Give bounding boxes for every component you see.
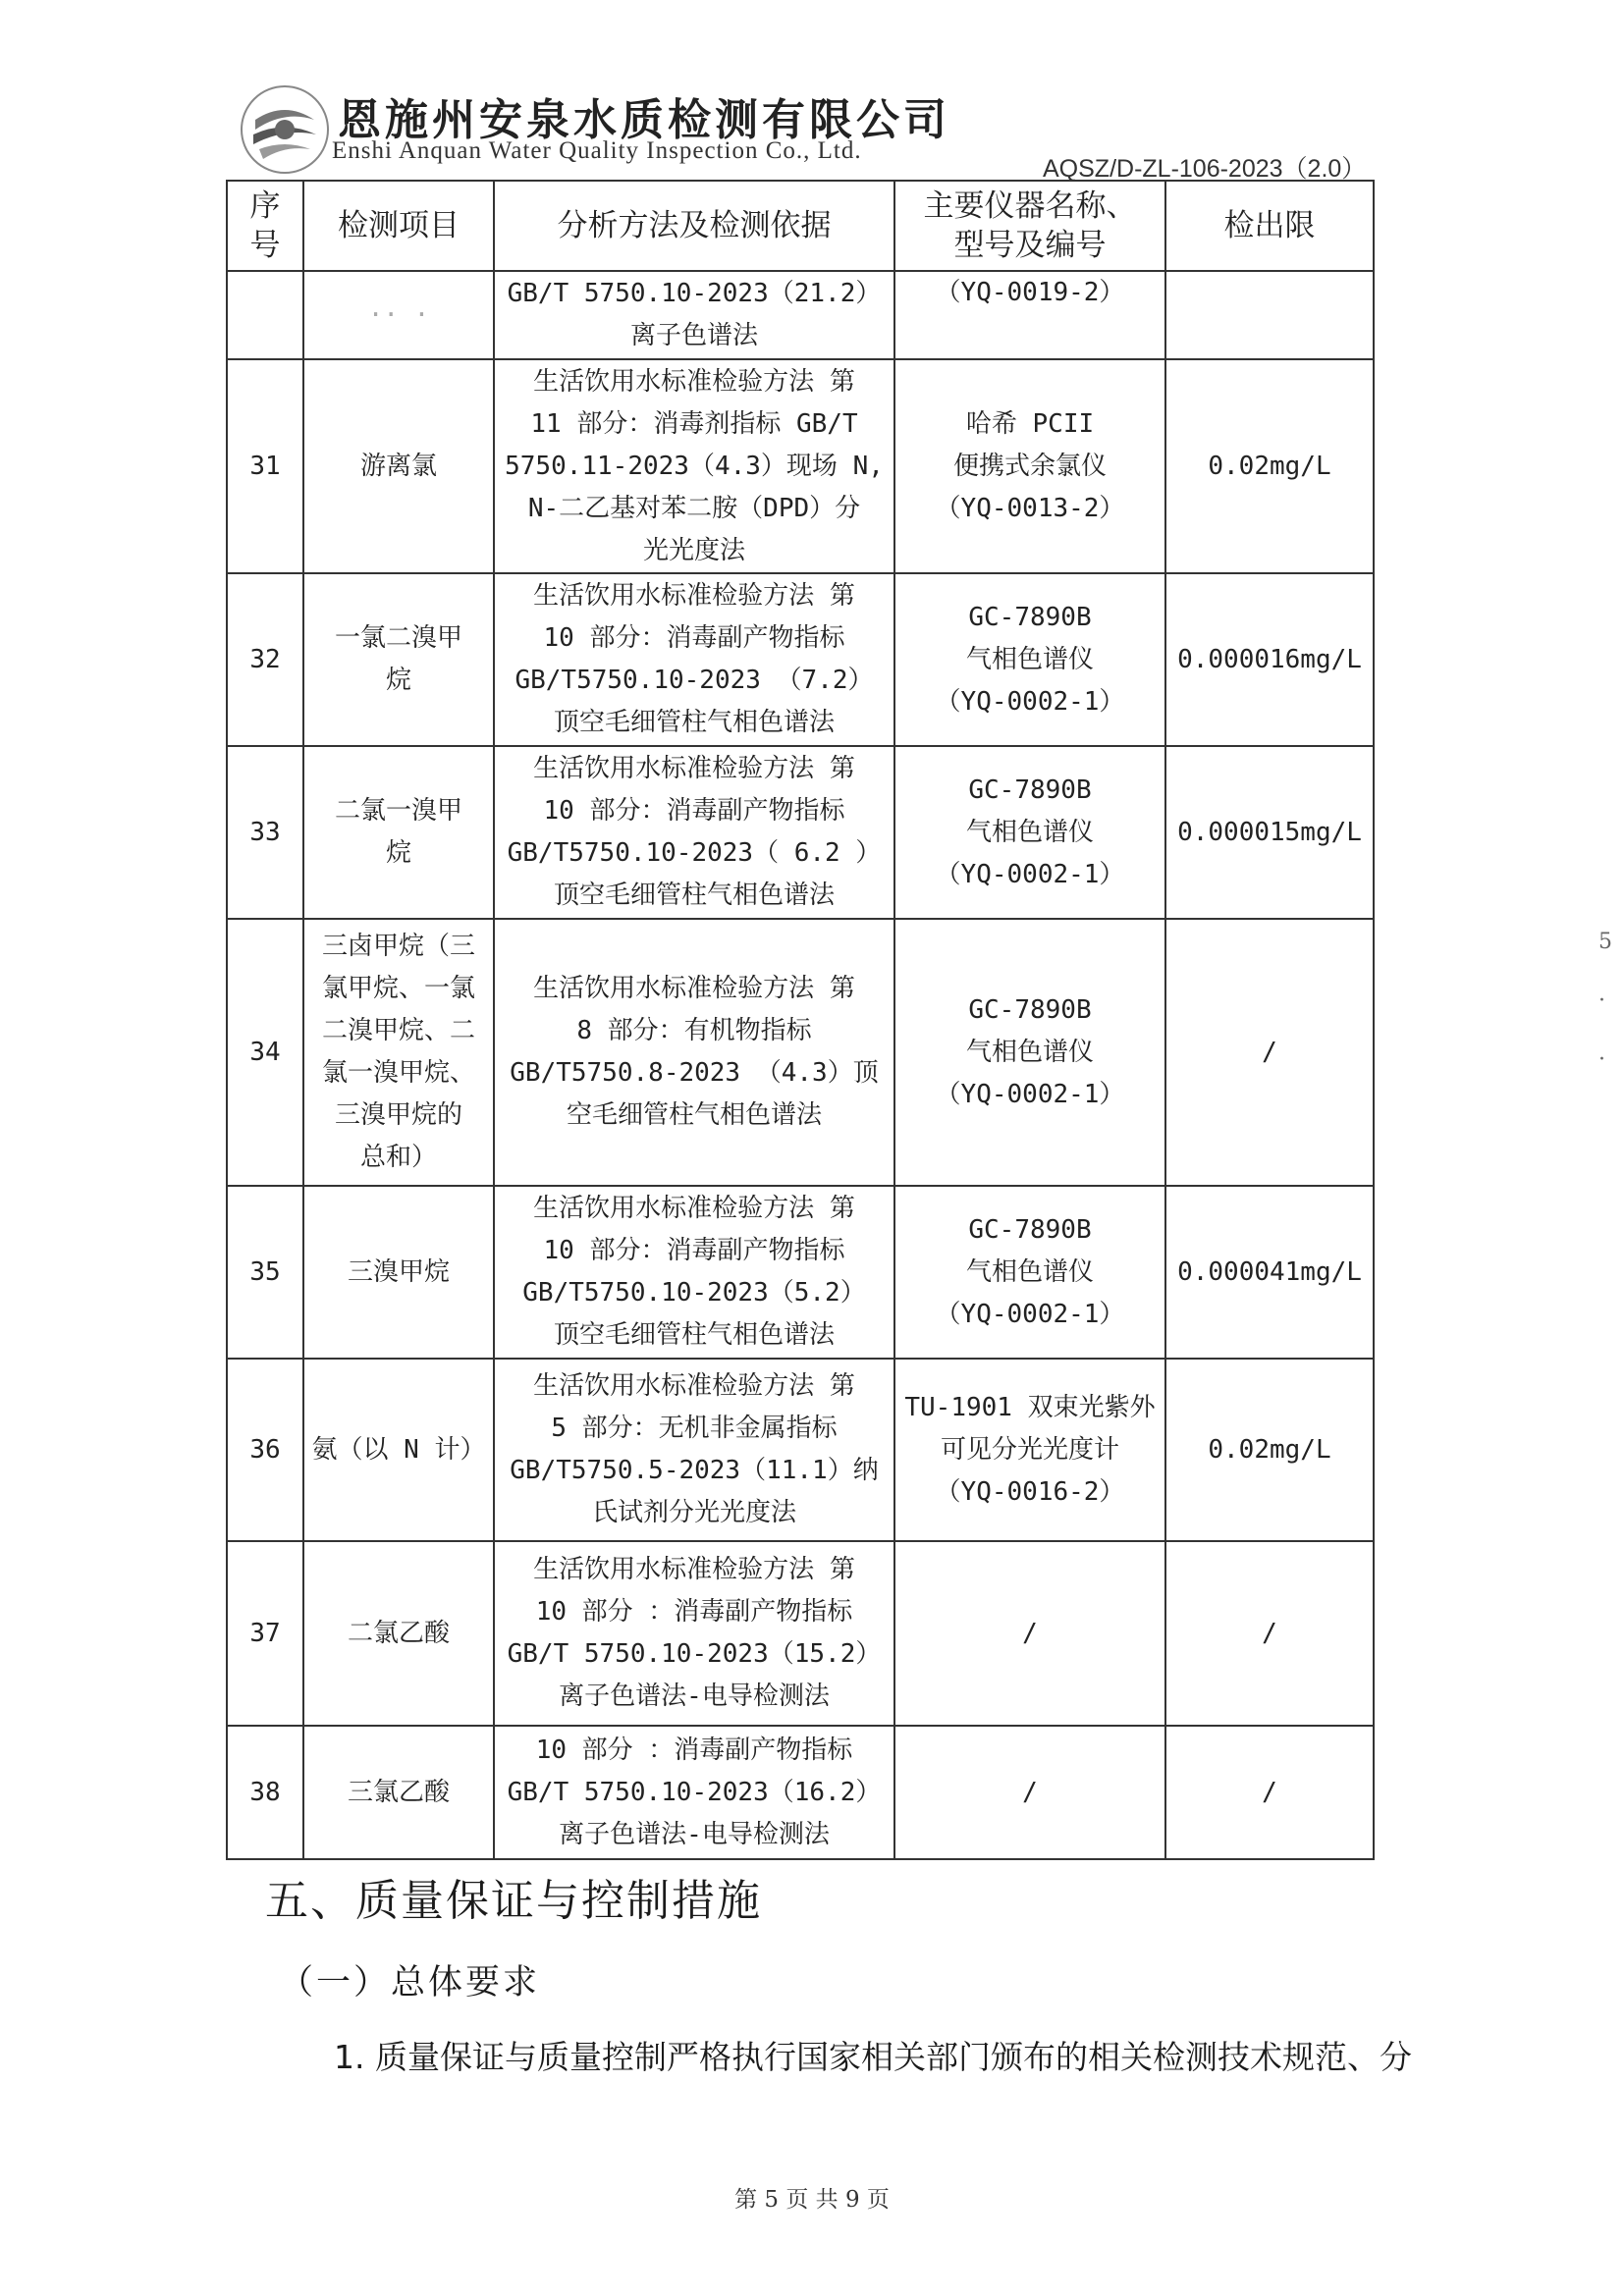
document-code: AQSZ/D-ZL-106-2023（2.0） <box>1043 155 1367 183</box>
header-no: 序 号 <box>227 181 303 271</box>
cell-instrument: / <box>894 1541 1165 1726</box>
cell-instrument: GC-7890B 气相色谱仪 （YQ-0002-1） <box>894 1186 1165 1359</box>
cell-item: 三氯乙酸 <box>303 1726 494 1859</box>
cell-limit: / <box>1165 919 1374 1186</box>
cell-method: 生活饮用水标准检验方法 第 8 部分：有机物指标 GB/T5750.8-2023 （4.3）顶 空毛细管柱气相色谱法 <box>494 919 894 1186</box>
cell-item: 三溴甲烷 <box>303 1186 494 1359</box>
cell-limit: / <box>1165 1541 1374 1726</box>
page-header <box>236 80 1394 188</box>
section-title: 五、质量保证与控制措施 <box>265 1876 762 1926</box>
cell-no: 35 <box>227 1186 303 1359</box>
page-number: 第 5 页 共 9 页 <box>734 2187 890 2213</box>
table-row <box>227 919 1374 1186</box>
cell-item: 氨（以 N 计） <box>303 1359 494 1541</box>
cell-method: 生活饮用水标准检验方法 第 10 部分：消毒副产物指标 GB/T5750.10-2023 （7.2） 顶空毛细管柱气相色谱法 <box>494 573 894 746</box>
cell-no: 34 <box>227 919 303 1186</box>
cell-method: 生活饮用水标准检验方法 第 10 部分：消毒副产物指标 GB/T5750.10-2023（5.2） 顶空毛细管柱气相色谱法 <box>494 1186 894 1359</box>
table-row <box>227 359 1374 573</box>
cell-item: 游离氯 <box>303 359 494 573</box>
cell-item: 三卤甲烷（三 氯甲烷、一氯 二溴甲烷、二 氯一溴甲烷、 三溴甲烷的 总和） <box>303 919 494 1186</box>
margin-mark: · <box>1598 988 1605 1013</box>
cell-method: 10 部分 ：消毒副产物指标 GB/T 5750.10-2023（16.2） 离子色谱法-电导检测法 <box>494 1726 894 1859</box>
header-limit: 检出限 <box>1165 181 1374 271</box>
cell-method: 生活饮用水标准检验方法 第 5 部分：无机非金属指标 GB/T5750.5-2023（11.1）纳 氏试剂分光光度法 <box>494 1359 894 1541</box>
cell-instrument: GC-7890B 气相色谱仪 （YQ-0002-1） <box>894 919 1165 1186</box>
cell-limit: 0.000015mg/L <box>1165 746 1374 919</box>
cell-method: 生活饮用水标准检验方法 第 10 部分：消毒副产物指标 GB/T5750.10-2023（ 6.2 ） 顶空毛细管柱气相色谱法 <box>494 746 894 919</box>
cell-limit: 0.02mg/L <box>1165 359 1374 573</box>
cell-limit: / <box>1165 1726 1374 1859</box>
cell-no: 33 <box>227 746 303 919</box>
cell-item: ·· · <box>303 271 494 359</box>
header-instrument: 主要仪器名称、 型号及编号 <box>894 181 1165 271</box>
cell-no: 36 <box>227 1359 303 1541</box>
cell-limit: 0.000041mg/L <box>1165 1186 1374 1359</box>
cell-no: 31 <box>227 359 303 573</box>
header-method: 分析方法及检测依据 <box>494 181 894 271</box>
company-logo-icon <box>236 80 334 179</box>
cell-item: 二氯乙酸 <box>303 1541 494 1726</box>
cell-limit: 0.02mg/L <box>1165 1359 1374 1541</box>
cell-method: 生活饮用水标准检验方法 第 10 部分 ：消毒副产物指标 GB/T 5750.10-2023（15.2） 离子色谱法-电导检测法 <box>494 1541 894 1726</box>
cell-limit <box>1165 271 1374 359</box>
table-row <box>227 1726 1374 1859</box>
body-paragraph: 1. 质量保证与质量控制严格执行国家相关部门颁布的相关检测技术规范、分 <box>334 2038 1412 2076</box>
cell-item: 二氯一溴甲 烷 <box>303 746 494 919</box>
cell-no: 32 <box>227 573 303 746</box>
cell-limit: 0.000016mg/L <box>1165 573 1374 746</box>
cell-instrument: GC-7890B 气相色谱仪 （YQ-0002-1） <box>894 746 1165 919</box>
cell-no <box>227 271 303 359</box>
margin-mark: · <box>1598 1047 1605 1072</box>
cell-instrument: TU-1901 双束光紫外 可见分光光度计 （YQ-0016-2） <box>894 1359 1165 1541</box>
cell-instrument: 哈希 PCII 便携式余氯仪 （YQ-0013-2） <box>894 359 1165 573</box>
method-table <box>226 180 1375 1860</box>
cell-method: GB/T 5750.10-2023（21.2） 离子色谱法 <box>494 271 894 359</box>
cell-instrument: GC-7890B 气相色谱仪 （YQ-0002-1） <box>894 573 1165 746</box>
cell-instrument: / <box>894 1726 1165 1859</box>
table-header-row <box>227 181 1374 271</box>
cell-instrument: （YQ-0019-2） <box>894 271 1165 359</box>
company-name-en: Enshi Anquan Water Quality Inspection Co., Ltd. <box>332 137 862 164</box>
subsection-title: （一）总体要求 <box>279 1963 541 2002</box>
company-name-cn: 恩施州安泉水质检测有限公司 <box>338 95 950 145</box>
table-row <box>227 573 1374 746</box>
cell-method: 生活饮用水标准检验方法 第 11 部分：消毒剂指标 GB/T 5750.11-2023（4.3）现场 N, N-二乙基对苯二胺（DPD）分 光光度法 <box>494 359 894 573</box>
table-row <box>227 1186 1374 1359</box>
cell-item: 一氯二溴甲 烷 <box>303 573 494 746</box>
table-row <box>227 746 1374 919</box>
cell-no: 38 <box>227 1726 303 1859</box>
table-row <box>227 1359 1374 1541</box>
margin-mark: 5 <box>1598 930 1612 954</box>
cell-no: 37 <box>227 1541 303 1726</box>
margin-marks <box>1598 913 1618 1090</box>
table-row <box>227 1541 1374 1726</box>
table-row <box>227 271 1374 359</box>
header-item: 检测项目 <box>303 181 494 271</box>
